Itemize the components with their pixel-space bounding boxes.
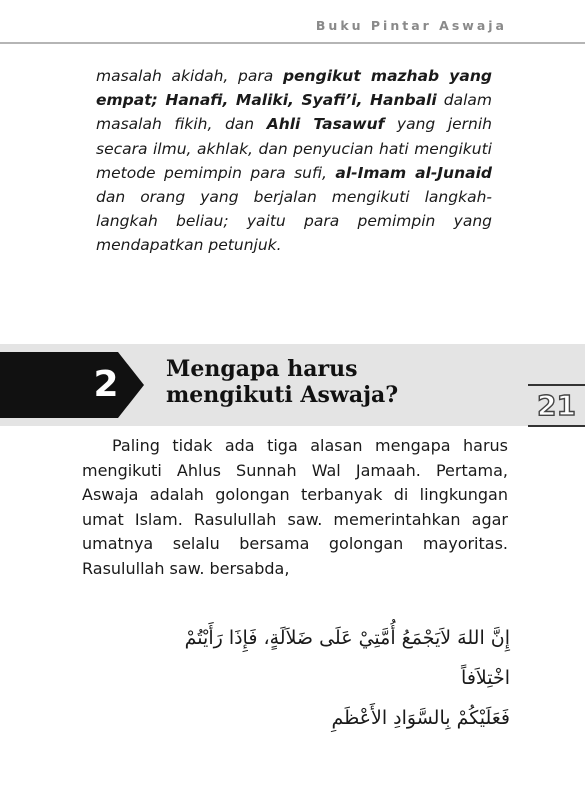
intro-bold-mazhab: pengikut mazhab yang empat; Hanafi, Maliki, Syafi’i, Hanbali (96, 67, 492, 110)
arabic-hadith (150, 618, 510, 738)
section-title-line-2: mengikuti Aswaja? (166, 382, 399, 408)
intro-text-4: dan orang yang berjalan mengikuti langkah-langkah beliau; yaitu para pemimpin yang mendapatkan petunjuk. (96, 188, 492, 255)
intro-paragraph (96, 64, 492, 258)
intro-text-1: masalah akidah, para (96, 67, 283, 85)
header-divider (0, 42, 585, 44)
section-title (166, 356, 486, 408)
arabic-line-2: فَعَلَيْكُمْ بِالسَّوَادِ الأَعْظَمِ (331, 707, 510, 729)
body-paragraph-text: Paling tidak ada tiga alasan mengapa harus mengikuti Ahlus Sunnah Wal Jamaah. Pertama, Aswaja adalah golongan terbanyak di lingkungan umat Islam. Rasulullah saw. memerintahkan agar umatnya selalu bersama golongan mayoritas. Rasulullah saw. bersabda, (82, 436, 508, 578)
page-number: 21 (537, 389, 576, 422)
intro-bold-tasawuf: Ahli Tasawuf (266, 115, 385, 134)
section-title-line-1: Mengapa harus (166, 356, 358, 382)
intro-text-3: yang jernih secara ilmu, akhlak, dan penyucian hati mengikuti metode pemimpin para sufi, (96, 115, 493, 182)
intro-text-2: dalam masalah fikih, dan (96, 91, 492, 134)
page-number-rule-bottom (528, 425, 585, 427)
arabic-line-1: إِنَّ اللهَ لاَيَجْمَعُ أُمَّتِيْ عَلَى ضَلاَلَةٍ، فَإِذَا رَأَيْتُمْ اخْتِلاَفاً (184, 627, 510, 689)
body-paragraph (82, 434, 508, 582)
intro-bold-junaid: al-Imam al-Junaid (335, 163, 492, 182)
running-title: Buku Pintar Aswaja (315, 18, 507, 33)
section-number: 2 (93, 364, 119, 405)
